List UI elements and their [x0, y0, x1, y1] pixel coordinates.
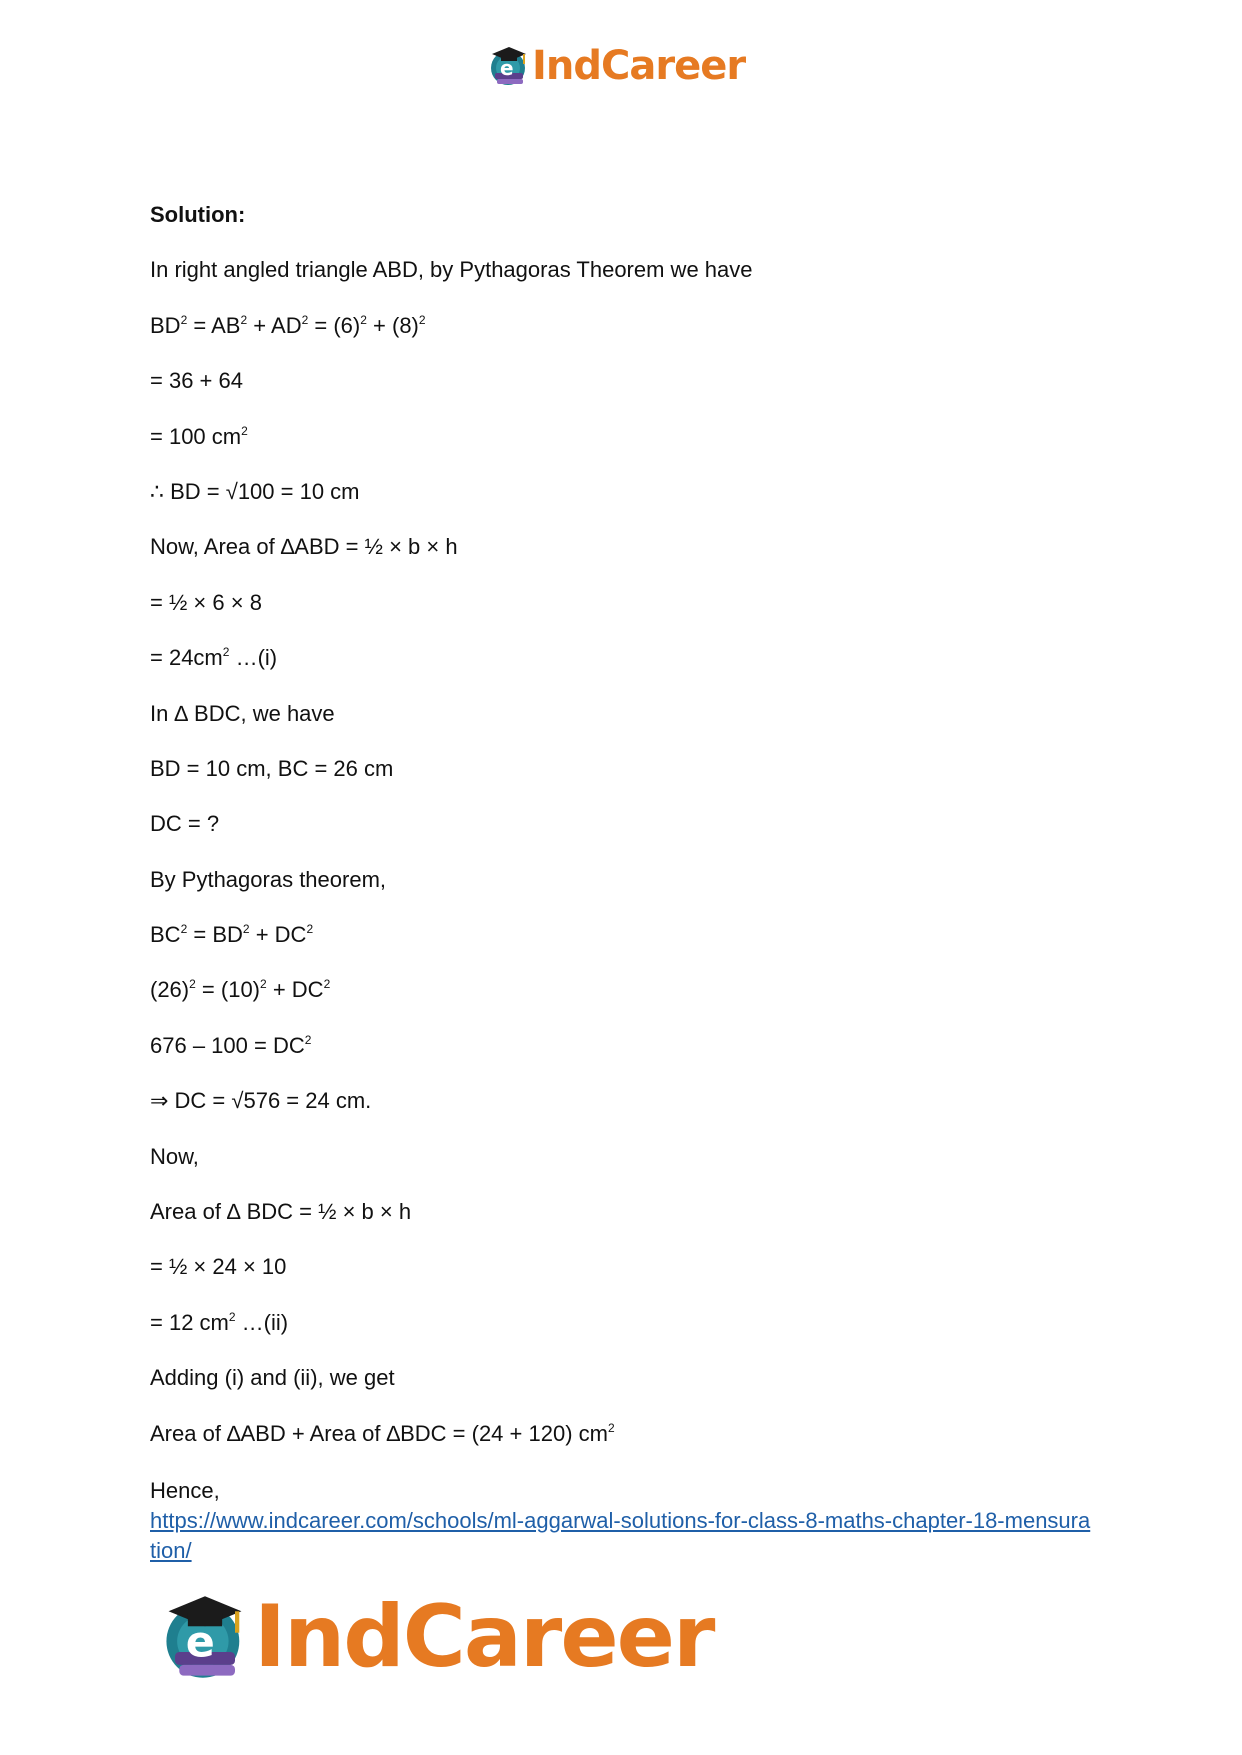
hence-block: [150, 1476, 1100, 1566]
solution-line-23: Hence,: [150, 1478, 220, 1503]
solution-line-3: = 36 + 64: [150, 368, 243, 394]
solution-line-20: = 12 $cm^2$ …(ii): [150, 1309, 289, 1335]
svg-text:e: e: [500, 56, 514, 80]
solution-line-9: In ∆ BDC, we have: [150, 700, 335, 726]
solution-line-11: DC = ?: [150, 811, 220, 837]
solution-line-6: Now, Area of ∆ABD = ½ × b × h: [150, 534, 458, 560]
solution-line-14: $(26)^2 = (10)^2 + DC^2$: [150, 977, 331, 1003]
solution-line-17: Now,: [150, 1143, 199, 1169]
solution-heading: Solution:: [150, 202, 246, 227]
solution-line-21: Adding (i) and (ii), we get: [150, 1365, 395, 1391]
solution-line-10: BD = 10 cm, BC = 26 cm: [150, 755, 394, 781]
footer-logo: [160, 1582, 713, 1692]
svg-text:e: e: [185, 1617, 215, 1668]
solution-line-18: Area of ∆ BDC = ½ × b × h: [150, 1199, 412, 1225]
indcareer-logo-icon: [160, 1589, 250, 1685]
solution-line-16: ⇒ DC = √576 = 24 cm.: [150, 1088, 372, 1114]
footer-logo-text: IndCareer: [254, 1587, 714, 1687]
solution-line-22: Area of ∆ABD + Area of ∆BDC = (24 + 120) $cm^2$: [150, 1420, 615, 1446]
solution-line-5: ∴ BD = √100 = 10 cm: [150, 478, 360, 504]
source-link[interactable]: https://www.indcareer.com/schools/ml-aggarwal-solutions-for-class-8-maths-chapter-18-mensuration/: [150, 1508, 1091, 1563]
solution-line-4: = 100 $cm^2$: [150, 423, 248, 449]
solution-line-15: $676 - 100 = DC^2$: [150, 1032, 312, 1058]
solution-line-13: $BC^2 = BD^2 + DC^2$: [150, 922, 314, 948]
solution-line-2: $BD^2 = AB^2 + AD^2 = (6)^2 + (8)^2$: [150, 312, 426, 338]
solution-line-19: = ½ × 24 × 10: [150, 1254, 287, 1280]
solution-line-12: By Pythagoras theorem,: [150, 866, 387, 892]
solution-line-1: In right angled triangle ABD, by Pythagoras Theorem we have: [150, 257, 753, 283]
solution-line-7: = ½ × 6 × 8: [150, 589, 262, 615]
indcareer-logo-icon: [488, 44, 530, 88]
solution-line-8: = $24cm^2$ …(i): [150, 645, 278, 671]
header-logo: [488, 42, 745, 90]
header-logo-text: IndCareer: [532, 43, 746, 89]
solution-content: [150, 200, 1100, 1474]
